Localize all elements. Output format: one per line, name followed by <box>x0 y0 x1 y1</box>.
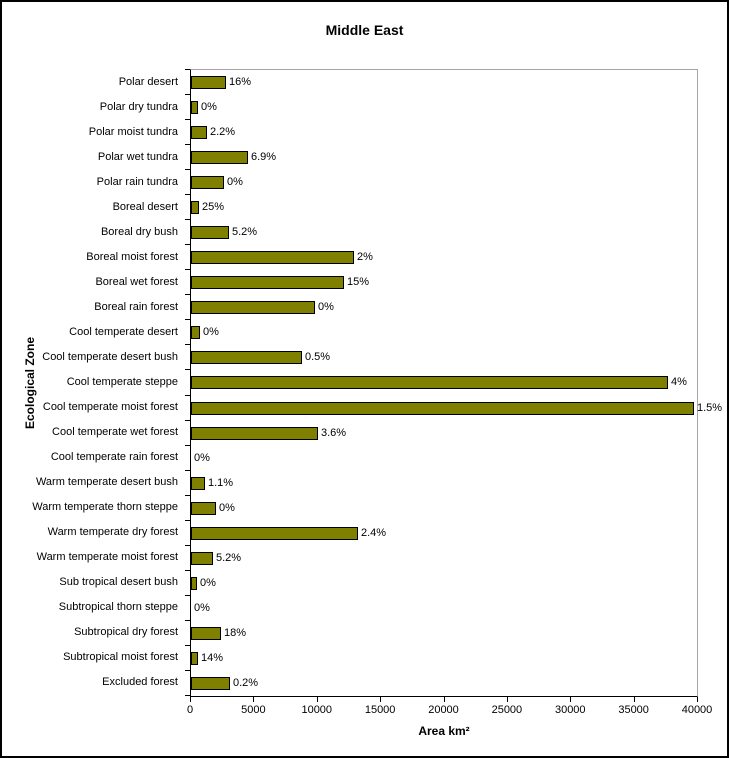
bar-row <box>191 195 697 220</box>
bar-row <box>191 646 697 671</box>
y-axis-tick <box>185 319 190 320</box>
category-label: Cool temperate moist forest <box>42 401 178 414</box>
area-bar <box>191 477 205 490</box>
category-label: Subtropical thorn steppe <box>58 601 178 614</box>
category-label: Sub tropical desert bush <box>59 576 178 589</box>
y-axis-tick <box>185 595 190 596</box>
area-bar <box>191 552 213 565</box>
area-bar <box>191 326 200 339</box>
x-axis-tick-label: 0 <box>186 704 194 716</box>
y-axis-tick <box>185 269 190 270</box>
bar-row <box>191 95 697 120</box>
area-bar <box>191 402 694 415</box>
bar-row <box>191 421 697 446</box>
category-label: Polar dry tundra <box>99 100 178 113</box>
x-axis-tick <box>697 697 698 702</box>
y-axis-tick <box>185 570 190 571</box>
bar-row <box>191 621 697 646</box>
category-label: Boreal wet forest <box>95 275 178 288</box>
area-bar <box>191 677 230 690</box>
x-axis-tick-label: 5000 <box>241 704 266 716</box>
bar-value-label: 0% <box>219 501 235 514</box>
bar-value-label: 5.2% <box>232 226 258 239</box>
bar-value-label: 3.6% <box>321 426 347 439</box>
area-bar <box>191 176 224 189</box>
y-axis-tick <box>185 395 190 396</box>
area-bar <box>191 527 358 540</box>
area-bar <box>191 76 226 89</box>
bar-value-label: 6.9% <box>251 151 277 164</box>
category-label: Cool temperate desert bush <box>42 350 178 363</box>
bar-value-label: 2.2% <box>210 126 236 139</box>
bar-value-label: 0% <box>201 101 217 114</box>
y-axis-tick <box>185 695 190 696</box>
category-label: Boreal moist forest <box>86 250 178 263</box>
area-bar <box>191 251 354 264</box>
y-axis-tick <box>185 169 190 170</box>
category-label: Polar moist tundra <box>88 125 178 138</box>
bar-value-label: 16% <box>229 76 252 89</box>
category-label: Boreal rain forest <box>94 300 178 313</box>
category-label: Cool temperate wet forest <box>52 426 178 439</box>
y-axis-tick <box>185 369 190 370</box>
bar-row <box>191 120 697 145</box>
bar-value-label: 0.5% <box>305 351 331 364</box>
area-bar <box>191 577 197 590</box>
area-bar <box>191 351 302 364</box>
bar-value-label: 0.2% <box>233 676 259 689</box>
y-axis-tick <box>185 445 190 446</box>
bar-row <box>191 370 697 395</box>
bar-value-label: 1.1% <box>208 476 234 489</box>
bar-value-label: 25% <box>202 201 225 214</box>
category-label: Warm temperate dry forest <box>47 526 178 539</box>
y-axis-tick <box>185 244 190 245</box>
bar-row <box>191 70 697 95</box>
bar-value-label: 0% <box>227 176 243 189</box>
bar-row <box>191 170 697 195</box>
category-label: Warm temperate moist forest <box>36 551 178 564</box>
y-axis-tick <box>185 294 190 295</box>
x-axis-tick-label: 40000 <box>681 704 713 716</box>
y-axis-tick <box>185 545 190 546</box>
category-label: Cool temperate rain forest <box>50 451 178 464</box>
area-bar <box>191 226 229 239</box>
category-label: Boreal dry bush <box>100 225 178 238</box>
bar-row <box>191 295 697 320</box>
y-axis-tick <box>185 420 190 421</box>
x-axis-tick <box>380 697 381 702</box>
area-bar <box>191 126 207 139</box>
x-axis-tick-label: 15000 <box>364 704 396 716</box>
category-label: Polar wet tundra <box>97 150 178 163</box>
bar-value-label: 2% <box>357 251 373 264</box>
category-axis <box>2 69 184 697</box>
bar-value-label: 4% <box>671 376 687 389</box>
bar-row <box>191 345 697 370</box>
x-axis-tick <box>634 697 635 702</box>
bar-row <box>191 396 723 421</box>
category-label: Subtropical moist forest <box>63 651 178 664</box>
area-bar <box>191 101 198 114</box>
y-axis-tick <box>185 470 190 471</box>
y-axis-tick <box>185 344 190 345</box>
category-label: Warm temperate thorn steppe <box>32 501 178 514</box>
y-axis-tick <box>185 495 190 496</box>
bar-row <box>191 496 697 521</box>
bar-value-label: 5.2% <box>216 551 242 564</box>
x-axis-tick <box>444 697 445 702</box>
area-bar <box>191 201 199 214</box>
x-axis-tick <box>507 697 508 702</box>
bar-row <box>191 521 697 546</box>
bar-value-label: 0% <box>194 601 210 614</box>
x-axis-tick <box>317 697 318 702</box>
bar-row <box>191 471 697 496</box>
category-label: Polar rain tundra <box>96 175 178 188</box>
bar-value-label: 18% <box>224 626 247 639</box>
bar-value-label: 0% <box>194 451 210 464</box>
bar-row <box>191 671 697 696</box>
x-axis-title: Area km² <box>418 724 470 738</box>
chart-title: Middle East <box>325 22 404 38</box>
x-axis-tick <box>570 697 571 702</box>
category-label: Subtropical dry forest <box>74 626 178 639</box>
bar-row <box>191 320 697 345</box>
plot-area <box>190 69 723 697</box>
bar-value-label: 0% <box>203 326 219 339</box>
bar-row <box>191 596 697 621</box>
x-axis-tick-label: 35000 <box>618 704 649 716</box>
area-bar <box>191 276 344 289</box>
area-bar <box>191 627 221 640</box>
y-axis-title: Ecological Zone <box>23 336 37 430</box>
bar-value-label: 0% <box>200 576 216 589</box>
bar-row <box>191 571 697 596</box>
category-label: Cool temperate steppe <box>66 375 178 388</box>
x-axis-tick-label: 10000 <box>301 704 333 716</box>
area-bar <box>191 427 318 440</box>
bar-value-label: 14% <box>201 651 224 664</box>
y-axis-tick <box>185 194 190 195</box>
y-axis-tick <box>185 645 190 646</box>
area-bar <box>191 376 668 389</box>
y-axis-tick <box>185 670 190 671</box>
y-axis-tick <box>185 620 190 621</box>
x-axis-tick-label: 20000 <box>428 704 459 716</box>
bar-row <box>191 220 697 245</box>
category-label: Warm temperate desert bush <box>35 476 178 489</box>
y-axis-tick <box>185 144 190 145</box>
y-axis-tick <box>185 119 190 120</box>
x-axis-tick <box>190 697 191 702</box>
x-axis-tick <box>253 697 254 702</box>
bar-value-label: 0% <box>318 301 334 314</box>
bar-row <box>191 270 697 295</box>
y-axis-tick <box>185 219 190 220</box>
bar-value-label: 2.4% <box>361 526 387 539</box>
x-axis-tick-label: 30000 <box>554 704 586 716</box>
bar-row <box>191 446 697 471</box>
category-label: Boreal desert <box>112 200 178 213</box>
bar-value-label: 1.5% <box>697 401 723 414</box>
area-bar <box>191 502 216 515</box>
bar-row <box>191 245 697 270</box>
category-label: Excluded forest <box>102 676 178 689</box>
category-label: Cool temperate desert <box>69 325 178 338</box>
category-label: Polar desert <box>118 75 178 88</box>
x-axis-tick-label: 25000 <box>491 704 523 716</box>
y-axis-tick <box>185 520 190 521</box>
area-bar <box>191 151 248 164</box>
y-axis-tick <box>185 94 190 95</box>
area-bar <box>191 301 315 314</box>
bar-value-label: 15% <box>347 276 370 289</box>
area-bar <box>191 652 198 665</box>
y-axis-tick <box>185 69 190 70</box>
bar-row <box>191 145 697 170</box>
bar-row <box>191 546 697 571</box>
